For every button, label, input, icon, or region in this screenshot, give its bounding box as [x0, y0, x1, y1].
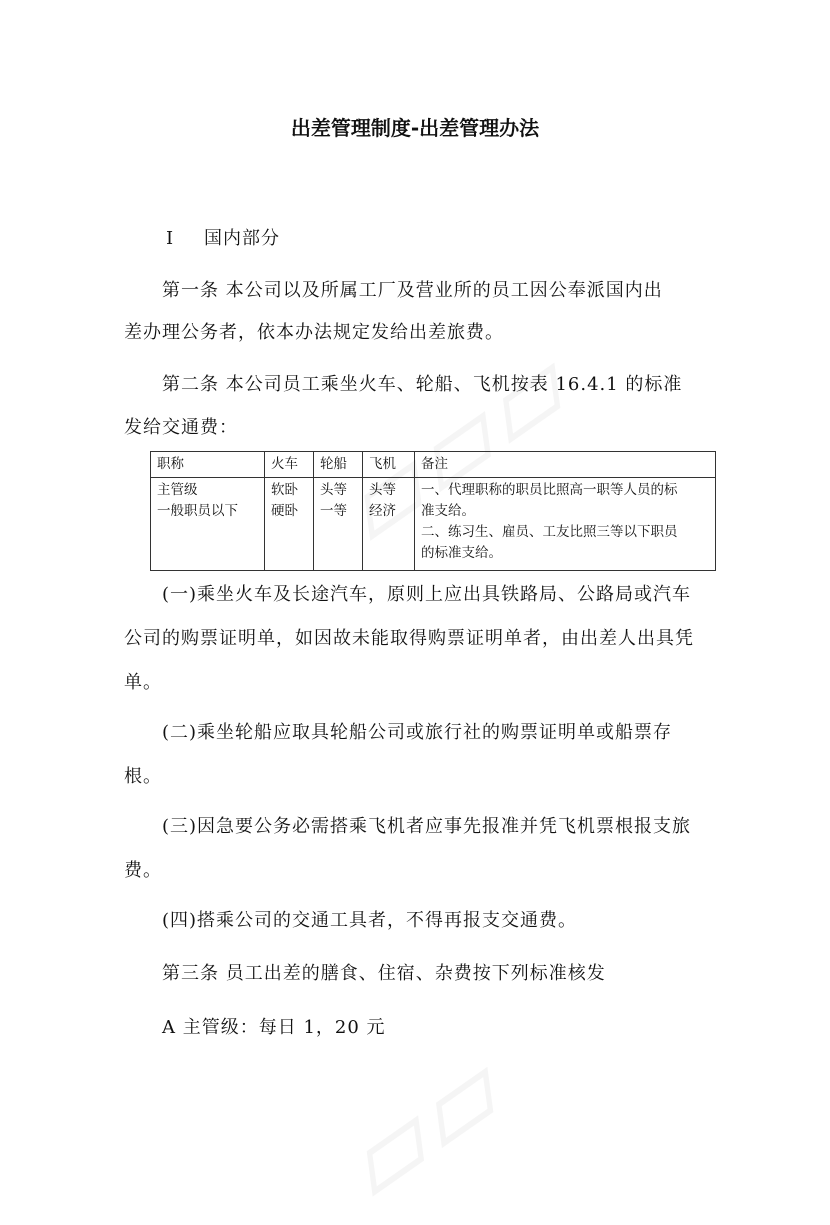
cell-line: 头等: [320, 482, 347, 498]
table-cell-plane: [363, 478, 415, 571]
article1-line2: 差办理公务者，依本办法规定发给出差旅费。: [124, 322, 504, 343]
table-header-cell: 职称: [151, 452, 265, 478]
cell-line: 硬卧: [271, 503, 298, 519]
item3-line2: 费。: [124, 860, 162, 881]
table-header-row: [151, 452, 716, 478]
item4-line1: (四)搭乘公司的交通工具者，不得再报支交通费。: [162, 910, 578, 931]
item1-line3: 单。: [124, 672, 162, 693]
cell-line: 一般职员以下: [157, 503, 238, 519]
table-header-cell: 轮船: [314, 452, 363, 478]
table-cell-ship: [314, 478, 363, 571]
table-header-cell: 火车: [265, 452, 314, 478]
section-numeral: I: [166, 228, 175, 249]
cell-line: 一等: [320, 503, 347, 519]
cell-line: 经济: [369, 503, 396, 519]
itemA-line1: A 主管级：每日 1，20 元: [162, 1017, 386, 1038]
section-label: 国内部分: [204, 228, 280, 249]
article1-line1: 第一条 本公司以及所属工厂及营业所的员工因公奉派国内出: [162, 280, 663, 301]
table-header-cell: 飞机: [363, 452, 415, 478]
article2-line2: 发给交通费：: [124, 417, 238, 438]
item1-line1: (一)乘坐火车及长途汽车，原则上应出具铁路局、公路局或汽车: [162, 584, 692, 605]
cell-line: 一、代理职称的职员比照高一职等人员的标: [421, 482, 678, 498]
table-cell-notes: [415, 478, 716, 571]
cell-line: 的标准支给。: [421, 545, 502, 561]
transport-standard-table: [150, 451, 716, 571]
item3-line1: (三)因急要公务必需搭乘飞机者应事先报准并凭飞机票根报支旅: [162, 816, 692, 837]
table-header-cell: 备注: [415, 452, 716, 478]
table-cell-title: [151, 478, 265, 571]
cell-line: 主管级: [157, 482, 198, 498]
table-row: [151, 478, 716, 571]
item2-line1: (二)乘坐轮船应取具轮船公司或旅行社的购票证明单或船票存: [162, 722, 673, 743]
watermark-mark-2: [319, 1023, 531, 1225]
table-cell-train: [265, 478, 314, 571]
article2-line1: 第二条 本公司员工乘坐火车、轮船、飞机按表 16.4.1 的标准: [162, 374, 683, 395]
article3-line1: 第三条 员工出差的膳食、住宿、杂费按下列标准核发: [162, 963, 606, 984]
cell-line: 准支给。: [421, 503, 475, 519]
item1-line2: 公司的购票证明单，如因故未能取得购票证明单者，由出差人出具凭: [124, 628, 694, 649]
cell-line: 软卧: [271, 482, 298, 498]
document-title: 出差管理制度-出差管理办法: [290, 116, 540, 140]
section-heading: [166, 224, 280, 250]
cell-line: 二、练习生、雇员、工友比照三等以下职员: [421, 524, 678, 540]
cell-line: 头等: [369, 482, 396, 498]
item2-line2: 根。: [124, 766, 162, 787]
